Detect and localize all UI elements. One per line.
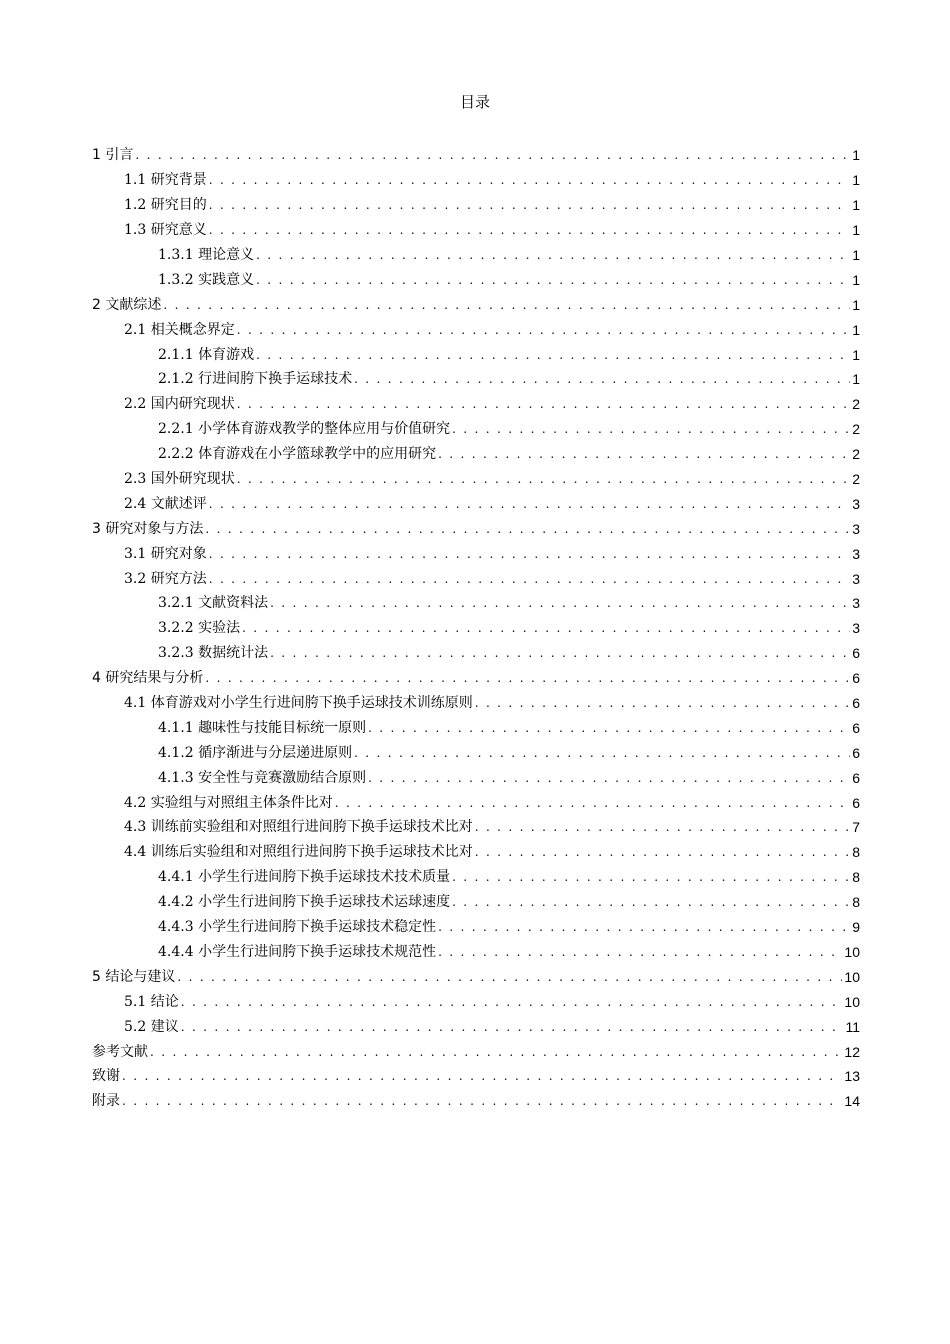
toc-entry-title: 4.1.3 安全性与竞赛激励结合原则	[158, 769, 367, 786]
toc-entry[interactable]	[0, 591, 950, 616]
toc-entry-title: 4.4.4 小学生行进间胯下换手运球技术规范性	[158, 943, 437, 960]
toc-page-number: 9	[852, 919, 860, 936]
toc-entry[interactable]	[0, 840, 950, 865]
toc-entry[interactable]	[0, 865, 950, 890]
toc-dot-leader	[452, 893, 850, 911]
toc-entry[interactable]	[0, 442, 950, 467]
toc-entry[interactable]	[0, 666, 950, 691]
toc-entry-title: 4.2 实验组与对照组主体条件比对	[124, 794, 333, 811]
toc-entry[interactable]	[0, 292, 950, 317]
toc-page-number: 6	[852, 744, 860, 761]
toc-page-number: 2	[852, 396, 860, 413]
toc-dot-leader	[368, 769, 850, 787]
toc-page-number: 3	[852, 570, 860, 587]
toc-dot-leader	[368, 719, 850, 737]
toc-dot-leader	[177, 968, 842, 986]
toc-dot-leader	[135, 146, 850, 164]
toc-entry[interactable]	[0, 392, 950, 417]
toc-page-number: 2	[852, 421, 860, 438]
toc-dot-leader	[354, 744, 850, 762]
toc-dot-leader	[475, 694, 850, 712]
toc-entry[interactable]	[0, 964, 950, 989]
toc-page-number: 1	[852, 172, 860, 189]
toc-dot-leader	[270, 644, 850, 662]
toc-entry[interactable]	[0, 267, 950, 292]
toc-dot-leader	[242, 619, 850, 637]
toc-entry-title: 4.1 体育游戏对小学生行进间胯下换手运球技术训练原则	[124, 695, 473, 712]
toc-entry-title: 1.3.2 实践意义	[158, 271, 255, 288]
toc-page-number: 1	[852, 346, 860, 363]
toc-page-number: 13	[844, 1068, 860, 1085]
toc-page-number: 8	[852, 894, 860, 911]
toc-dot-leader	[163, 296, 850, 314]
toc-page-number: 1	[852, 321, 860, 338]
toc-dot-leader	[335, 794, 850, 812]
toc-entry[interactable]	[0, 342, 950, 367]
toc-page-number: 7	[852, 819, 860, 836]
toc-entry-title: 4.1.1 趣味性与技能目标统一原则	[158, 719, 367, 736]
toc-entry[interactable]	[0, 915, 950, 940]
toc-dot-leader	[237, 395, 850, 413]
toc-dot-leader	[256, 271, 850, 289]
toc-entry[interactable]	[0, 566, 950, 591]
toc-dot-leader	[209, 570, 850, 588]
toc-entry[interactable]	[0, 367, 950, 392]
toc-page-number: 6	[852, 670, 860, 687]
toc-dot-leader	[256, 246, 850, 264]
toc-entry-title: 4.4 训练后实验组和对照组行进间胯下换手运球技术比对	[124, 844, 473, 861]
toc-entry[interactable]	[0, 765, 950, 790]
toc-page-number: 3	[852, 520, 860, 537]
toc-dot-leader	[181, 993, 843, 1011]
toc-page-number: 1	[852, 197, 860, 214]
toc-entry[interactable]	[0, 218, 950, 243]
toc-entry[interactable]	[0, 516, 950, 541]
toc-page-number: 2	[852, 471, 860, 488]
toc-entry[interactable]	[0, 491, 950, 516]
toc-page-number: 14	[844, 1093, 860, 1110]
toc-entry[interactable]	[0, 1039, 950, 1064]
toc-page-number: 10	[844, 968, 860, 985]
toc-page-number: 1	[852, 271, 860, 288]
toc-entry-title: 2 文献综述	[92, 296, 162, 313]
toc-entry-title: 1.3.1 理论意义	[158, 247, 255, 263]
toc-page-number: 6	[852, 719, 860, 736]
toc-entry[interactable]	[0, 616, 950, 641]
toc-entry[interactable]	[0, 691, 950, 716]
toc-dot-leader	[237, 321, 850, 339]
toc-entry-title: 4.4.2 小学生行进间胯下换手运球技术运球速度	[158, 894, 451, 911]
toc-entry-title: 2.1.2 行进间胯下换手运球技术	[158, 371, 353, 388]
toc-page-number: 3	[852, 620, 860, 637]
toc-entry[interactable]	[0, 317, 950, 342]
toc-title: 目录	[459, 93, 490, 111]
toc-dot-leader	[205, 520, 850, 538]
toc-dot-leader	[122, 1067, 842, 1085]
toc-entry-title: 2.2.2 体育游戏在小学篮球教学中的应用研究	[158, 446, 437, 463]
toc-entry-title: 5.1 结论	[124, 993, 179, 1010]
toc-entry[interactable]	[0, 815, 950, 840]
toc-entry-title: 1.1 研究背景	[124, 172, 207, 189]
toc-entry[interactable]	[0, 715, 950, 740]
toc-page-number: 1	[852, 296, 860, 313]
toc-entry-title: 3.2.2 实验法	[158, 620, 241, 637]
toc-page-number: 2	[852, 446, 860, 463]
toc-entry-title: 3.2.1 文献资料法	[158, 595, 269, 612]
toc-dot-leader	[354, 370, 850, 388]
toc-page-number: 8	[852, 869, 860, 886]
toc-page-number: 6	[852, 695, 860, 712]
toc-dot-leader	[452, 420, 850, 438]
toc-page-number: 3	[852, 595, 860, 612]
toc-entry-title: 附录	[92, 1093, 120, 1110]
toc-dot-leader	[475, 843, 850, 861]
toc-entry-title: 5.2 建议	[124, 1018, 179, 1035]
toc-dot-leader	[452, 868, 850, 886]
toc-dot-leader	[256, 346, 850, 364]
toc-entry-title: 4.1.2 循序渐进与分层递进原则	[158, 744, 353, 761]
toc-entry-title: 1.3 研究意义	[124, 222, 207, 239]
toc-entry-title: 2.1.1 体育游戏	[158, 346, 255, 363]
toc-entry[interactable]	[0, 143, 950, 168]
toc-entry[interactable]	[0, 641, 950, 666]
toc-page-number: 6	[852, 769, 860, 786]
toc-entry-title: 2.1 相关概念界定	[124, 321, 235, 338]
toc-entry[interactable]	[0, 1014, 950, 1039]
toc-entry-title: 5 结论与建议	[92, 968, 176, 985]
toc-entry-title: 参考文献	[92, 1043, 148, 1060]
toc-entry[interactable]	[0, 193, 950, 218]
toc-list	[0, 143, 950, 1114]
toc-dot-leader	[237, 470, 850, 488]
toc-entry-title: 4.4.3 小学生行进间胯下换手运球技术稳定性	[158, 919, 437, 936]
toc-entry-title: 2.2 国内研究现状	[124, 396, 235, 413]
toc-entry[interactable]	[0, 1089, 950, 1114]
toc-page-number: 11	[845, 1018, 860, 1035]
toc-entry[interactable]	[0, 989, 950, 1014]
toc-page-number: 1	[852, 247, 860, 263]
toc-entry[interactable]	[0, 168, 950, 193]
toc-entry[interactable]	[0, 541, 950, 566]
toc-page-number: 6	[852, 794, 860, 811]
toc-entry-title: 3.1 研究对象	[124, 545, 207, 562]
toc-page-number: 6	[852, 645, 860, 662]
toc-entry[interactable]	[0, 790, 950, 815]
toc-page-number: 8	[852, 844, 860, 861]
toc-page-number: 3	[852, 495, 860, 512]
toc-dot-leader	[209, 171, 850, 189]
toc-entry-title: 4 研究结果与分析	[92, 670, 204, 687]
toc-entry[interactable]	[0, 243, 950, 268]
toc-entry-title: 2.3 国外研究现状	[124, 471, 235, 488]
toc-dot-leader	[150, 1043, 842, 1061]
toc-entry-title: 2.4 文献述评	[124, 495, 207, 512]
toc-dot-leader	[438, 445, 850, 463]
toc-entry[interactable]	[0, 940, 950, 965]
toc-page-number: 1	[852, 371, 860, 388]
toc-entry[interactable]	[0, 1064, 950, 1089]
toc-entry-title: 致谢	[92, 1068, 120, 1085]
toc-dot-leader	[209, 495, 850, 513]
toc-dot-leader	[181, 1018, 844, 1036]
toc-entry-title: 3.2 研究方法	[124, 570, 207, 587]
toc-entry-title: 4.4.1 小学生行进间胯下换手运球技术技术质量	[158, 869, 451, 886]
toc-dot-leader	[475, 818, 850, 836]
toc-page-number: 10	[844, 993, 860, 1010]
toc-entry[interactable]	[0, 467, 950, 492]
toc-entry-title: 3 研究对象与方法	[92, 520, 204, 537]
toc-entry-title: 2.2.1 小学体育游戏教学的整体应用与价值研究	[158, 421, 451, 438]
toc-page-number: 1	[852, 222, 860, 239]
toc-dot-leader	[122, 1092, 842, 1110]
toc-page-number: 12	[844, 1043, 860, 1060]
toc-dot-leader	[438, 943, 842, 961]
toc-dot-leader	[209, 196, 850, 214]
toc-dot-leader	[270, 594, 850, 612]
toc-entry-title: 4.3 训练前实验组和对照组行进间胯下换手运球技术比对	[124, 819, 473, 836]
toc-entry[interactable]	[0, 890, 950, 915]
toc-entry[interactable]	[0, 417, 950, 442]
toc-entry[interactable]	[0, 740, 950, 765]
toc-dot-leader	[205, 669, 850, 687]
toc-page-number: 1	[852, 147, 860, 164]
toc-entry-title: 3.2.3 数据统计法	[158, 645, 269, 662]
toc-dot-leader	[209, 221, 850, 239]
toc-dot-leader	[209, 545, 850, 563]
toc-page-number: 10	[844, 943, 860, 960]
toc-entry-title: 1 引言	[92, 147, 134, 164]
toc-entry-title: 1.2 研究目的	[124, 197, 207, 214]
toc-page-number: 3	[852, 545, 860, 562]
toc-dot-leader	[438, 918, 850, 936]
